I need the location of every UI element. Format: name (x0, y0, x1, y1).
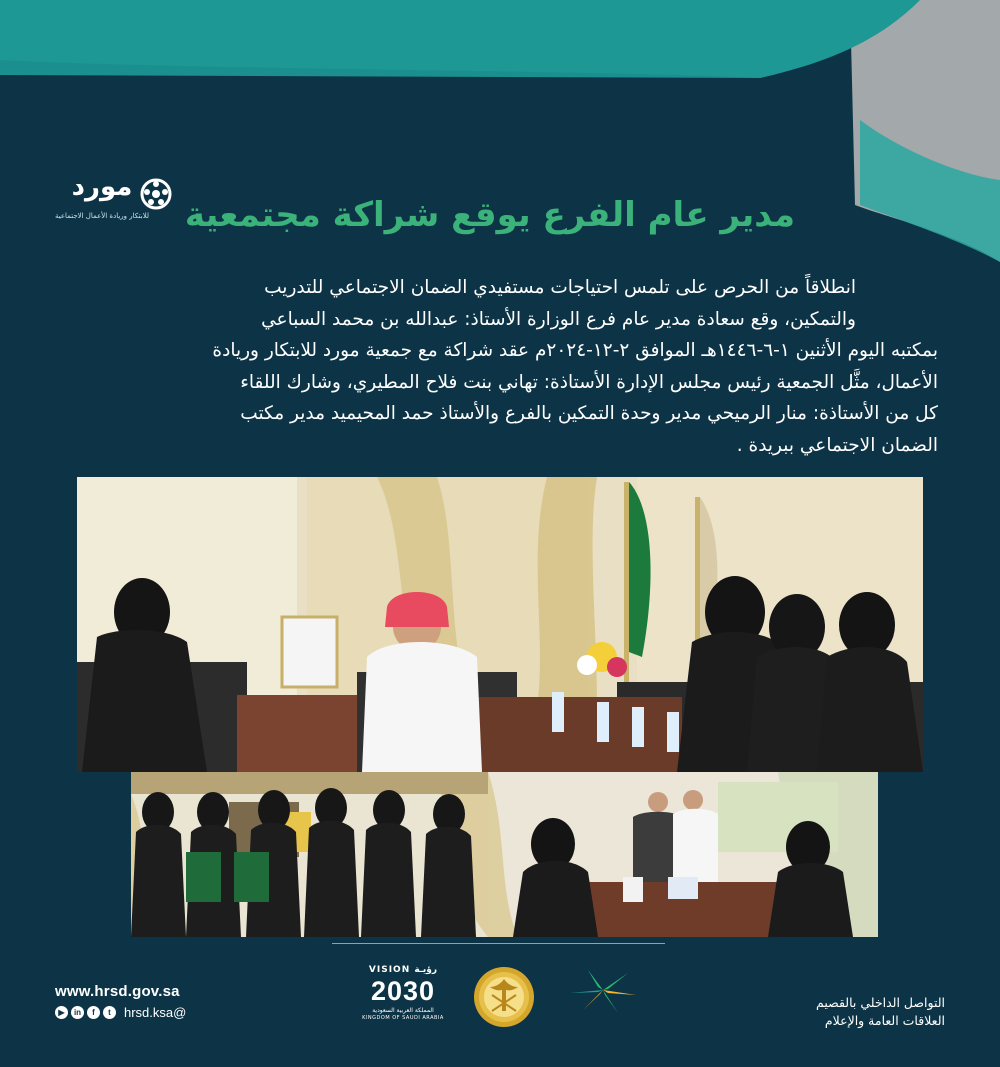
website-link[interactable]: www.hrsd.gov.sa (55, 983, 180, 1000)
twitter-icon[interactable]: t (103, 1006, 116, 1019)
youtube-icon[interactable]: ▶ (55, 1006, 68, 1019)
vision-arabic: المملكة العربية السعودية (372, 1007, 434, 1014)
paragraph-line: والتمكين، وقع سعادة مدير عام فرع الوزارة الأستاذ: عبدالله بن محمد السباعي (261, 308, 856, 330)
signing-photo (488, 772, 878, 937)
linkedin-icon[interactable]: in (71, 1006, 84, 1019)
social-handle[interactable]: hrsd.ksa@ (124, 1004, 187, 1020)
mawrid-logo (52, 172, 172, 232)
vision-english: KINGDOM OF SAUDI ARABIA (362, 1015, 444, 1021)
vision-year: 2030 (370, 976, 436, 1006)
paragraph-line: انطلاقاً من الحرص على تلمس احتياجات مستفيدي الضمان الاجتماعي للتدريب (264, 277, 856, 298)
ministry-logo-icon (568, 965, 638, 1015)
paragraph-line: بمكتبه اليوم الأثنين ١-٦-١٤٤٦هـ الموافق ٢-١٢-٢٠٢٤م عقد شراكة مع جمعية مورد للابتكار وريادة (212, 340, 938, 361)
social-links (55, 1004, 186, 1020)
logo-tagline: للابتكار وريادة الأعمال الاجتماعية (54, 212, 150, 220)
meeting-photo (77, 477, 923, 772)
paragraph-line: الأعمال، مثَّل الجمعية رئيس مجلس الإدارة الأستاذة: تهاني بنت فلاح المطيري، وشارك اللقاء (240, 371, 938, 393)
divider (332, 943, 665, 944)
news-paragraph (100, 272, 938, 461)
paragraph-line: الضمان الاجتماعي ببريدة . (736, 434, 938, 456)
film-reel-icon (140, 172, 172, 220)
logo-name: مورد (71, 172, 133, 202)
royal-emblem-icon (472, 965, 536, 1029)
department-line-2: العلاقات العامة والإعلام (824, 1013, 945, 1028)
vision-2030-logo (362, 965, 444, 1025)
paragraph-line: كل من الأستاذة: منار الرميحي مدير وحدة التمكين بالفرع والأستاذ حمد المحيميد مدير مكتب (240, 403, 938, 424)
facebook-icon[interactable]: f (87, 1006, 100, 1019)
group-photo (131, 772, 488, 937)
page-title: مدير عام الفرع يوقع شراكة مجتمعية (184, 195, 795, 235)
vision-label: VISION رؤيـة (368, 965, 438, 975)
department-line-1: التواصل الداخلي بالقصيم (816, 995, 945, 1010)
department-credit (780, 994, 945, 1030)
